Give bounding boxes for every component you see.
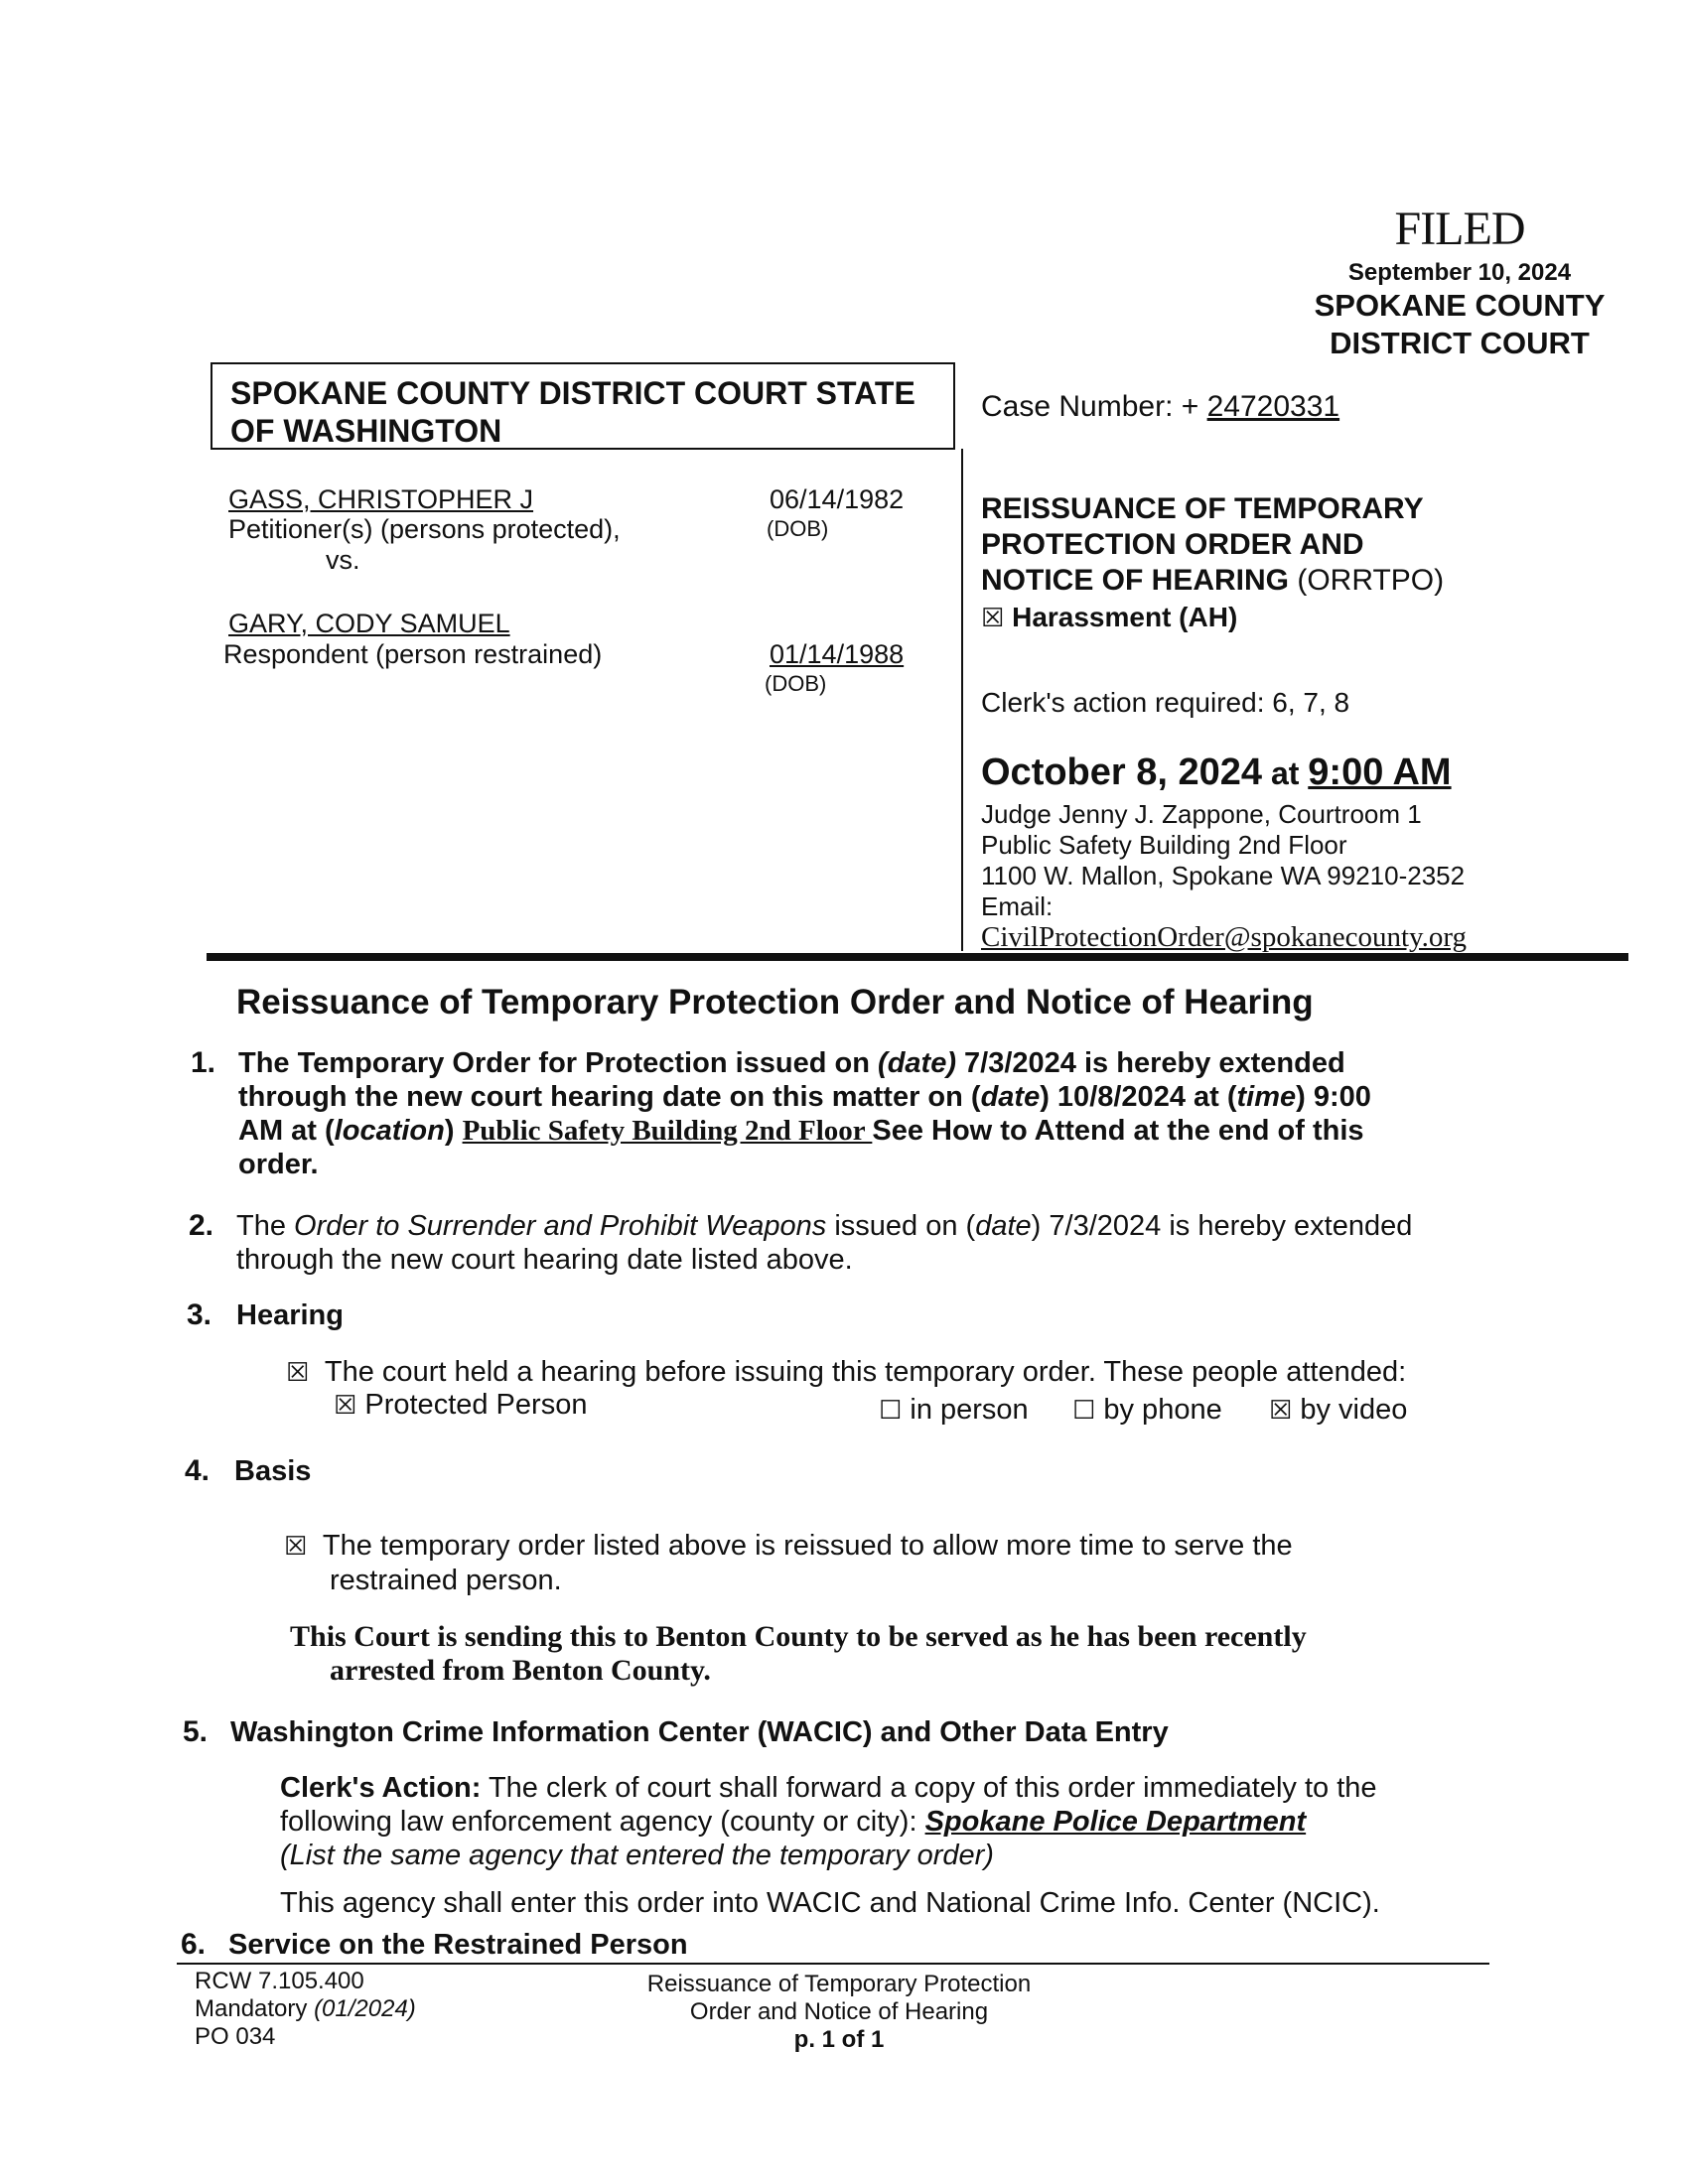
by-video-option bbox=[1269, 1393, 1407, 1428]
item-4-title: Basis bbox=[234, 1455, 312, 1487]
hearing-address: 1100 W. Mallon, Spokane WA 99210-2352 bbox=[981, 861, 1466, 890]
filed-stamp bbox=[1311, 204, 1609, 362]
item-3-held-text: The court held a hearing before issuing this temporary order. These people attended: bbox=[324, 1356, 1407, 1388]
item-4-number: 4. bbox=[185, 1454, 211, 1487]
footer-page-number: p. 1 of 1 bbox=[793, 2026, 885, 2053]
hearing-date: October 8, 2024 bbox=[981, 751, 1263, 793]
by-phone-label: by phone bbox=[1103, 1394, 1222, 1426]
case-number bbox=[981, 390, 1339, 424]
hearing-judge: Judge Jenny J. Zappone, Courtroom 1 bbox=[981, 799, 1422, 829]
respondent-dob: 01/14/1988 bbox=[770, 639, 905, 669]
petitioner-dob: 06/14/1982 bbox=[770, 484, 905, 514]
agency-name: Spokane Police Department bbox=[924, 1806, 1307, 1838]
case-number-label: Case Number: + bbox=[981, 390, 1207, 423]
checked-box-icon: ☒ bbox=[981, 604, 1005, 633]
in-person-label: in person bbox=[910, 1394, 1029, 1426]
item-6-number: 6. bbox=[181, 1928, 207, 1961]
caption-divider-vertical bbox=[961, 449, 963, 951]
hearing-time: 9:00 AM bbox=[1308, 751, 1452, 793]
protected-person-label: Protected Person bbox=[364, 1389, 588, 1421]
footer-left: RCW 7.105.400 Mandatory (01/2024) PO 034 bbox=[195, 1968, 416, 2050]
item-5-text: Clerk's Action: The clerk of court shall forward a copy of this order immediately to the following law enforcement agency (county or city): Spokane Police Department (List the same agency that entered the temporary order) This agency shall enter this order into WACIC and National Crime Info. Center (NCIC). bbox=[280, 1772, 1380, 1919]
checked-box-icon: ☒ bbox=[334, 1391, 357, 1421]
hearing-at: at bbox=[1262, 755, 1309, 791]
hearing-datetime bbox=[981, 751, 1452, 794]
item-1-text: The Temporary Order for Protection issued on (date) 7/3/2024 is hereby extended through the new court hearing date on this matter on (date) 10/8/2024 at (time) 9:00 AM at (location) Public Safety Building 2nd Floor See How to Attend at the end of this order. bbox=[238, 1047, 1371, 1180]
clerk-action-label: Clerk's Action: bbox=[280, 1772, 482, 1804]
order-type-label: Harassment (AH) bbox=[1012, 602, 1238, 632]
header-divider bbox=[207, 953, 1628, 961]
versus-text: vs. bbox=[326, 545, 360, 575]
item-2-number: 2. bbox=[189, 1209, 214, 1242]
respondent-dob-label: (DOB) bbox=[765, 671, 827, 696]
checked-box-icon: ☒ bbox=[284, 1532, 308, 1562]
unchecked-box-icon: ☐ bbox=[879, 1396, 903, 1426]
item-4-note-line1: This Court is sending this to Benton County to be served as he has been recently bbox=[290, 1620, 1307, 1653]
footer-divider bbox=[177, 1963, 1489, 1965]
filed-title: FILED bbox=[1394, 203, 1525, 255]
footer-form-number: PO 034 bbox=[195, 2023, 276, 2050]
hearing-building: Public Safety Building 2nd Floor bbox=[981, 830, 1347, 860]
unchecked-box-icon: ☐ bbox=[1072, 1396, 1096, 1426]
item-3-title: Hearing bbox=[236, 1299, 344, 1331]
respondent-name: GARY, CODY SAMUEL bbox=[228, 609, 510, 638]
item-1-number: 1. bbox=[191, 1046, 216, 1079]
item-5-number: 5. bbox=[183, 1715, 209, 1748]
footer-center bbox=[616, 1971, 1062, 2054]
petitioner-role: Petitioner(s) (persons protected), bbox=[228, 514, 621, 544]
clerk-action-required: Clerk's action required: 6, 7, 8 bbox=[981, 687, 1350, 718]
filed-court-line1: SPOKANE COUNTY bbox=[1314, 288, 1606, 323]
petitioner-dob-label: (DOB) bbox=[767, 516, 829, 541]
checked-box-icon: ☒ bbox=[1269, 1396, 1293, 1426]
item-4-note-line2: arrested from Benton County. bbox=[330, 1654, 711, 1687]
checked-box-icon: ☒ bbox=[286, 1358, 310, 1388]
petitioner-name: GASS, CHRISTOPHER J bbox=[228, 484, 534, 514]
item-3-held bbox=[286, 1355, 1507, 1390]
item-1-location: Public Safety Building 2nd Floor bbox=[462, 1115, 873, 1147]
respondent-role: Respondent (person restrained) bbox=[223, 639, 603, 669]
page-heading: Reissuance of Temporary Protection Order and Notice of Hearing bbox=[236, 983, 1314, 1022]
item-4-line2: restrained person. bbox=[330, 1565, 562, 1596]
hearing-details bbox=[981, 799, 1467, 953]
item-4-line1: The temporary order listed above is reissued to allow more time to serve the bbox=[322, 1530, 1293, 1562]
item-3-number: 3. bbox=[187, 1298, 212, 1331]
protected-person-option bbox=[334, 1388, 587, 1423]
order-title bbox=[981, 491, 1444, 599]
filed-court-line2: DISTRICT COURT bbox=[1330, 326, 1590, 360]
filed-date: September 10, 2024 bbox=[1347, 259, 1572, 286]
order-title-code: (ORRTPO) bbox=[1289, 564, 1445, 597]
in-person-option bbox=[879, 1393, 1029, 1428]
order-title-line3: NOTICE OF HEARING bbox=[981, 564, 1290, 597]
item-4-note bbox=[290, 1620, 1531, 1688]
order-title-line1: REISSUANCE OF TEMPORARY bbox=[981, 492, 1424, 525]
order-type bbox=[981, 602, 1237, 633]
item-6-title: Service on the Restrained Person bbox=[228, 1929, 688, 1961]
order-title-line2: PROTECTION ORDER AND bbox=[981, 528, 1364, 561]
by-video-label: by video bbox=[1300, 1394, 1408, 1426]
item-4-basis bbox=[284, 1529, 1476, 1597]
hearing-email-label: Email: bbox=[981, 891, 1054, 921]
court-name-line2: OF WASHINGTON bbox=[230, 413, 502, 449]
court-caption-box bbox=[211, 362, 955, 450]
case-number-value: 24720331 bbox=[1206, 390, 1340, 423]
court-name-line1: SPOKANE COUNTY DISTRICT COURT STATE bbox=[230, 375, 915, 411]
item-5-title: Washington Crime Information Center (WACIC) and Other Data Entry bbox=[230, 1716, 1169, 1748]
item-2-text: The Order to Surrender and Prohibit Weapons issued on (date) 7/3/2024 is hereby extended through the new court hearing date listed above. bbox=[236, 1210, 1413, 1276]
footer-title-line2: Order and Notice of Hearing bbox=[689, 1998, 989, 2025]
footer-rcw: RCW 7.105.400 bbox=[195, 1968, 364, 1994]
footer-title-line1: Reissuance of Temporary Protection bbox=[646, 1971, 1032, 1997]
by-phone-option bbox=[1072, 1393, 1222, 1428]
hearing-email-link[interactable]: CivilProtectionOrder@spokanecounty.org bbox=[981, 921, 1468, 953]
